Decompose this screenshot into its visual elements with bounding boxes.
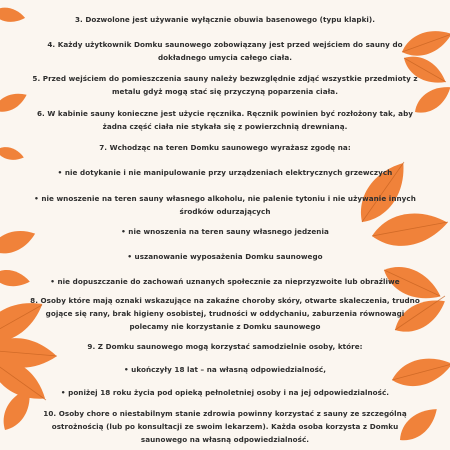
- text-line: • uszanowanie wyposażenia Domku saunowego: [127, 252, 323, 261]
- rule-7-bullet-2: [0, 192, 450, 218]
- rule-7-bullet-5: [0, 275, 450, 288]
- text-line: 8. Osoby które mają oznaki wskazujące na zakaźne choroby skóry, otwarte skaleczenia, trudno: [30, 296, 420, 305]
- rule-7-bullet-3: [0, 225, 450, 238]
- rule-4: [0, 38, 450, 64]
- text-line: • poniżej 18 roku życia pod opieką pełnoletniej osoby i na jej odpowiedzialność.: [60, 388, 390, 397]
- text-line: 4. Każdy użytkownik Domku saunowego zobowiązany jest przed wejściem do sauny do: [47, 40, 403, 49]
- text-line: saunowego na własną odpowiedzialność.: [140, 435, 310, 444]
- rule-3: [0, 13, 450, 26]
- text-line: 6. W kabinie sauny konieczne jest użycie ręcznika. Ręcznik powinien być rozłożony tak, aby: [36, 109, 414, 118]
- rule-9: [0, 340, 450, 353]
- rule-8: [0, 294, 450, 333]
- text-line: 10. Osoby chore o niestabilnym stanie zdrowia powinny korzystać z sauny ze szczególną: [43, 409, 407, 418]
- rule-9-bullet-2: [0, 386, 450, 399]
- rule-10: [0, 407, 450, 446]
- text-line: metalu gdyż mogą stać się przyczyną poparzenia ciała.: [111, 87, 338, 96]
- text-line: 3. Dozwolone jest używanie wyłącznie obuwia basenowego (typu klapki).: [74, 15, 376, 24]
- text-line: 9. Z Domku saunowego mogą korzystać samodzielnie osoby, które:: [87, 342, 363, 351]
- text-line: żadna część ciała nie stykała się z powierzchnią drewnianą.: [102, 122, 348, 131]
- text-line: dokładnego umycia całego ciała.: [157, 53, 293, 62]
- text-line: • nie dotykanie i nie manipulowanie przy urządzeniach elektrycznych grzewczych: [57, 168, 393, 177]
- rule-7-bullet-4: [0, 250, 450, 263]
- rule-9-bullet-1: [0, 363, 450, 376]
- text-line: • nie dopuszczanie do zachowań uznanych społecznie za nieprzyzwoite lub obraźliwe: [50, 277, 400, 286]
- text-line: 5. Przed wejściem do pomieszczenia sauny należy bezwzględnie zdjąć wszystkie przedmioty z: [32, 74, 418, 83]
- rule-7: [0, 141, 450, 154]
- text-line: ostrożnością (lub po konsultacji ze swoim lekarzem). Każda osoba korzysta z Domku: [51, 422, 399, 431]
- text-line: • nie wnoszenie na teren sauny własnego alkoholu, nie palenie tytoniu i nie używanie innych: [34, 194, 416, 203]
- text-line: środków odurzających: [179, 207, 271, 216]
- text-line: gojące się rany, brak higieny osobistej, trudności w oddychaniu, zaburzenia równowagi: [45, 309, 405, 318]
- text-line: 7. Wchodząc na teren Domku saunowego wyrażasz zgodę na:: [99, 143, 351, 152]
- text-line: • nie wnoszenia na teren sauny własnego jedzenia: [121, 227, 329, 236]
- rule-5: [0, 72, 450, 98]
- rule-6: [0, 107, 450, 133]
- rule-7-bullet-1: [0, 166, 450, 179]
- text-line: • ukończyły 18 lat – na własną odpowiedzialność,: [123, 365, 327, 374]
- text-line: polecamy nie korzystanie z Domku saunowego: [129, 322, 321, 331]
